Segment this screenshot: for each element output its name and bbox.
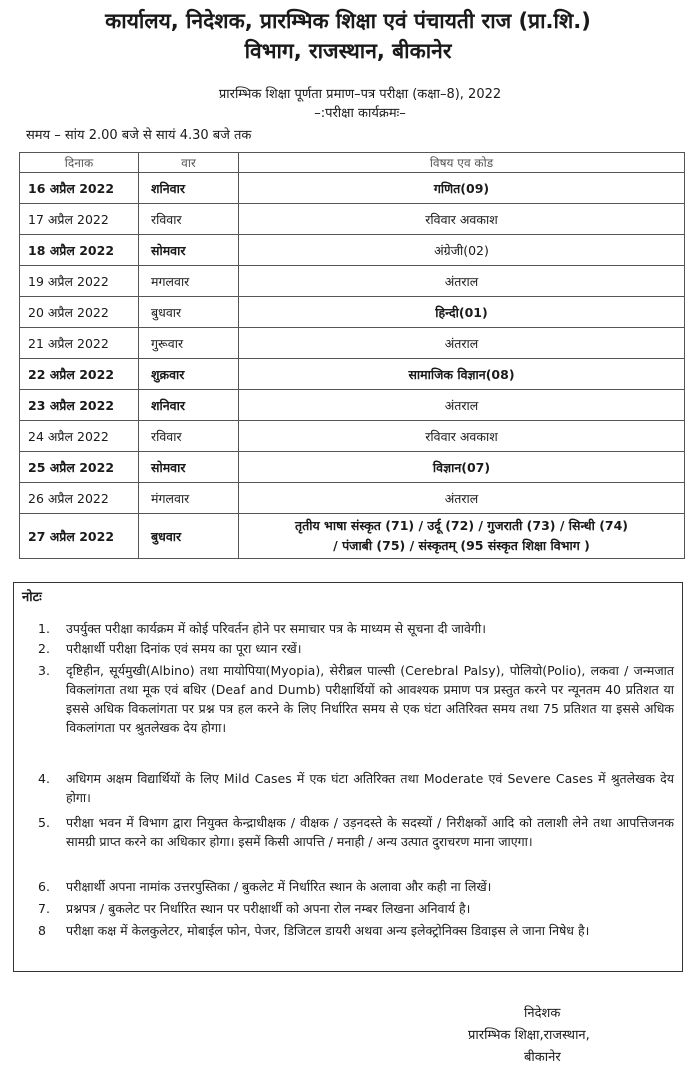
row-date: 26 अप्रैल 2022 — [20, 483, 139, 514]
note-item — [38, 639, 674, 658]
table-row — [20, 514, 685, 559]
row-day: बुधवार — [139, 514, 239, 559]
note-number: 1. — [38, 621, 50, 636]
table-row — [20, 359, 685, 390]
notes-title: नोटः — [22, 590, 42, 605]
signature-title: निदेशक — [524, 1006, 561, 1021]
signature-city: बीकानेर — [524, 1050, 561, 1065]
row-subject: रविवार अवकाश — [239, 421, 685, 452]
row-subject: सामाजिक विज्ञान(08) — [239, 359, 685, 390]
office-header-line2: विभाग, राजस्थान, बीकानेर — [244, 39, 452, 63]
row-date: 16 अप्रैल 2022 — [20, 173, 139, 204]
row-date: 27 अप्रैल 2022 — [20, 514, 139, 559]
header-subject: विषय एव कोड — [239, 153, 685, 173]
row-subject: गणित(09) — [239, 173, 685, 204]
row-day: रविवार — [139, 204, 239, 235]
table-row — [20, 421, 685, 452]
note-text: परीक्षार्थी परीक्षा दिनांक एवं समय का पूरा ध्यान रखें। — [66, 641, 302, 656]
signature-department: प्रारम्भिक शिक्षा,राजस्थान, — [468, 1028, 590, 1043]
table-row — [20, 266, 685, 297]
notes-box — [13, 582, 683, 972]
schedule-table — [19, 152, 685, 559]
row-day: मंगलवार — [139, 483, 239, 514]
row-subject: विज्ञान(07) — [239, 452, 685, 483]
office-header-line1: कार्यालय, निदेशक, प्रारम्भिक शिक्षा एवं पंचायती राज (प्रा.शि.) — [105, 9, 591, 33]
note-text: उपर्युक्त परीक्षा कार्यक्रम में कोई परिवर्तन होने पर समाचार पत्र के माध्यम से सूचना दी जावेगी। — [66, 621, 486, 636]
table-row — [20, 235, 685, 266]
note-item — [38, 619, 674, 638]
row-date: 18 अप्रैल 2022 — [20, 235, 139, 266]
row-subject: अंतराल — [239, 328, 685, 359]
note-text: परीक्षा कक्ष में केलकुलेटर, मोबाईल फोन, पेजर, डिजिटल डायरी अथवा अन्य इलेक्ट्रोनिक्स डिवाइस ले जाना निषेध है। — [66, 923, 590, 938]
note-number: 5. — [38, 815, 50, 830]
row-date: 25 अप्रैल 2022 — [20, 452, 139, 483]
row-date: 20 अप्रैल 2022 — [20, 297, 139, 328]
table-row — [20, 483, 685, 514]
exam-title: प्रारम्भिक शिक्षा पूर्णता प्रमाण–पत्र परीक्षा (कक्षा–8), 2022 — [218, 87, 502, 102]
note-number: 2. — [38, 641, 50, 656]
note-item — [38, 921, 674, 940]
row-subject: हिन्दी(01) — [239, 297, 685, 328]
exam-time: समय – सांय 2.00 बजे से सायं 4.30 बजे तक — [26, 128, 252, 143]
row-subject-line1: तृतीय भाषा संस्कृत (71) / उर्दू (72) / गुजराती (73) / सिन्धी (74) — [294, 518, 629, 533]
note-text: अधिगम अक्षम विद्यार्थियों के लिए Mild Cases में एक घंटा अतिरिक्त तथा Moderate एवं Severe Cases में श्रुतलेखक देय होगा। — [66, 771, 674, 805]
row-day: सोमवार — [139, 452, 239, 483]
row-date: 22 अप्रैल 2022 — [20, 359, 139, 390]
row-day: शनिवार — [139, 173, 239, 204]
table-row — [20, 173, 685, 204]
row-subject — [239, 514, 685, 559]
row-day: सोमवार — [139, 235, 239, 266]
note-item — [38, 899, 674, 918]
note-text: परीक्षार्थी अपना नामांक उत्तरपुस्तिका / बुकलेट में निर्धारित स्थान के अलावा और कही ना लिखें। — [66, 879, 492, 894]
row-date: 24 अप्रैल 2022 — [20, 421, 139, 452]
row-subject: अंतराल — [239, 483, 685, 514]
row-day: रविवार — [139, 421, 239, 452]
table-row — [20, 452, 685, 483]
row-day: शनिवार — [139, 390, 239, 421]
row-day: गुरूवार — [139, 328, 239, 359]
row-day: मगलवार — [139, 266, 239, 297]
table-header-row — [20, 153, 685, 173]
header-day: वार — [139, 153, 239, 173]
note-item — [38, 877, 674, 896]
table-row — [20, 297, 685, 328]
header-date: दिनाक — [20, 153, 139, 173]
note-item — [38, 769, 674, 807]
table-row — [20, 328, 685, 359]
row-day: बुधवार — [139, 297, 239, 328]
row-subject: अंतराल — [239, 266, 685, 297]
note-number: 6. — [38, 879, 50, 894]
row-subject: रविवार अवकाश — [239, 204, 685, 235]
row-subject: अंग्रेजी(02) — [239, 235, 685, 266]
row-date: 19 अप्रैल 2022 — [20, 266, 139, 297]
note-number: 4. — [38, 771, 50, 786]
note-text: प्रश्नपत्र / बुकलेट पर निर्धारित स्थान पर परीक्षार्थी को अपना रोल नम्बर लिखना अनिवार्य है। — [66, 901, 471, 916]
program-label: –:परीक्षा कार्यक्रमः– — [314, 106, 406, 121]
table-row — [20, 204, 685, 235]
row-day: शुक्रवार — [139, 359, 239, 390]
note-number: 3. — [38, 663, 50, 678]
row-subject: अंतराल — [239, 390, 685, 421]
note-item — [38, 813, 674, 851]
note-text: दृष्टिहीन, सूर्यमुखी(Albino) तथा मायोपिया(Myopia), सेरीब्रल पाल्सी (Cerebral Palsy), पोलियो(Polio), लकवा / जन्मजात विकलांगता तथा मूक एवं बधिर (Deaf and Dumb) परीक्षार्थियों को आवश्यक प्रमाण पत्र प्रस्तुत करने पर न्यूनतम 40 प्रतिशत या इससे अधिक विकलांगता पर प्रश्न पत्र हल करने के लिए निर्धारित समय से एक घंटा अतिरिक्त समय तथा 75 प्रतिशत या इससे अधिक विकलांगता पर श्रुतलेखक देय होगा। — [66, 663, 674, 735]
row-date: 17 अप्रैल 2022 — [20, 204, 139, 235]
note-item — [38, 661, 674, 737]
row-date: 23 अप्रैल 2022 — [20, 390, 139, 421]
note-number: 8 — [38, 923, 46, 938]
table-row — [20, 390, 685, 421]
note-number: 7. — [38, 901, 50, 916]
row-date: 21 अप्रैल 2022 — [20, 328, 139, 359]
note-text: परीक्षा भवन में विभाग द्वारा नियुक्त केन्द्राधीक्षक / वीक्षक / उड़नदस्ते के सदस्यों / निरीक्षकों आदि को तलाशी लेने तथा आपत्तिजनक सामग्री प्राप्त करने का अधिकार होगा। इसमें किसी आपत्ति / मनाही / अन्य उत्पात दुराचरण माना जाएगा। — [66, 815, 674, 849]
row-subject-line2: / पंजाबी (75) / संस्कृतम् (95 संस्कृत शिक्षा विभाग ) — [333, 538, 590, 553]
